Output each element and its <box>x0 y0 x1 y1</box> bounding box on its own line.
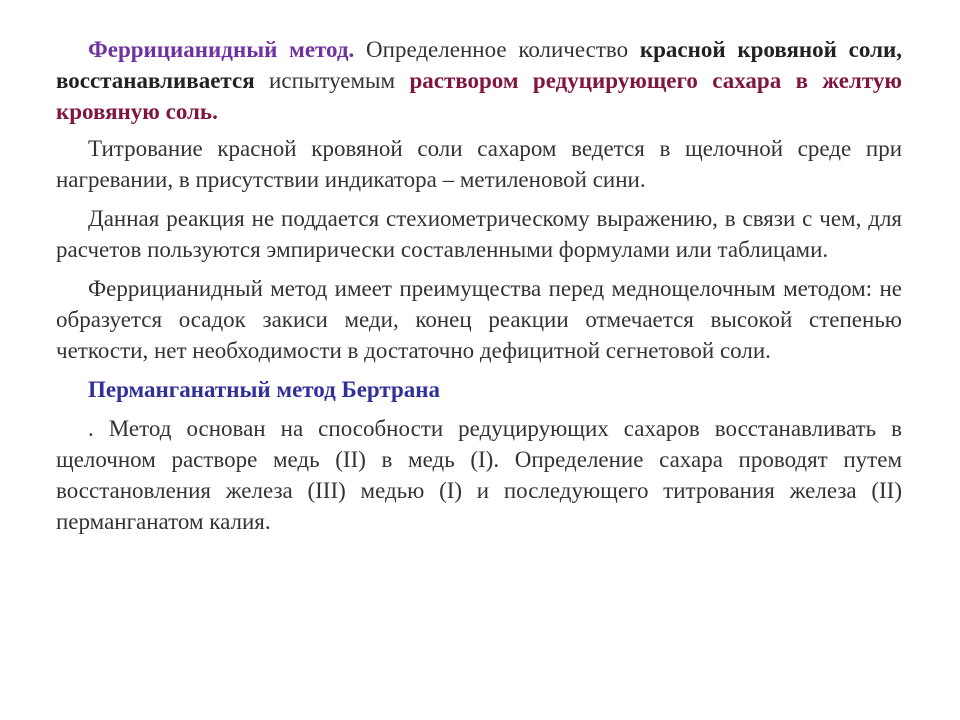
method-title: Феррицианидный метод. <box>88 37 355 62</box>
paragraph-stoichiometry: Данная реакция не поддается стехиометрическому выражению, в связи с чем, для расчетов пользуются эмпирически составленными формулами или таблицами. <box>56 206 902 262</box>
intro-text-2: испытуемым <box>254 68 410 93</box>
paragraph-bertrand-method: . Метод основан на способности редуцирующих сахаров восстанавливать в щелочном растворе медь (II) в медь (I). Определение сахара проводят путем восстановления железа (III) медью (I) и последующего титрования железа (II) перманганатом калия. <box>56 416 902 534</box>
highlight-phrase: раствором редуцирующего сахара в желтую кровяную соль. <box>56 68 902 124</box>
section-heading-bertrand: Перманганатный метод Бертрана <box>88 377 441 402</box>
intro-text: Определенное количество <box>354 37 640 62</box>
slide-body <box>56 34 902 545</box>
bold-phrase: красной кровяной соли, восстанавливается <box>56 37 902 93</box>
paragraph-titration: Титрование красной кровяной соли сахаром ведется в щелочной среде при нагревании, в присутствии индикатора – метиленовой сини. <box>56 136 902 192</box>
paragraph-ferricyanide-intro <box>56 34 902 127</box>
paragraph-advantages: Феррицианидный метод имеет преимущества перед меднощелочным методом: не образуется осадок закиси меди, конец реакции отмечается высокой степенью четкости, нет необходимости в достаточно дефицитной сегнетовой соли. <box>56 276 902 363</box>
